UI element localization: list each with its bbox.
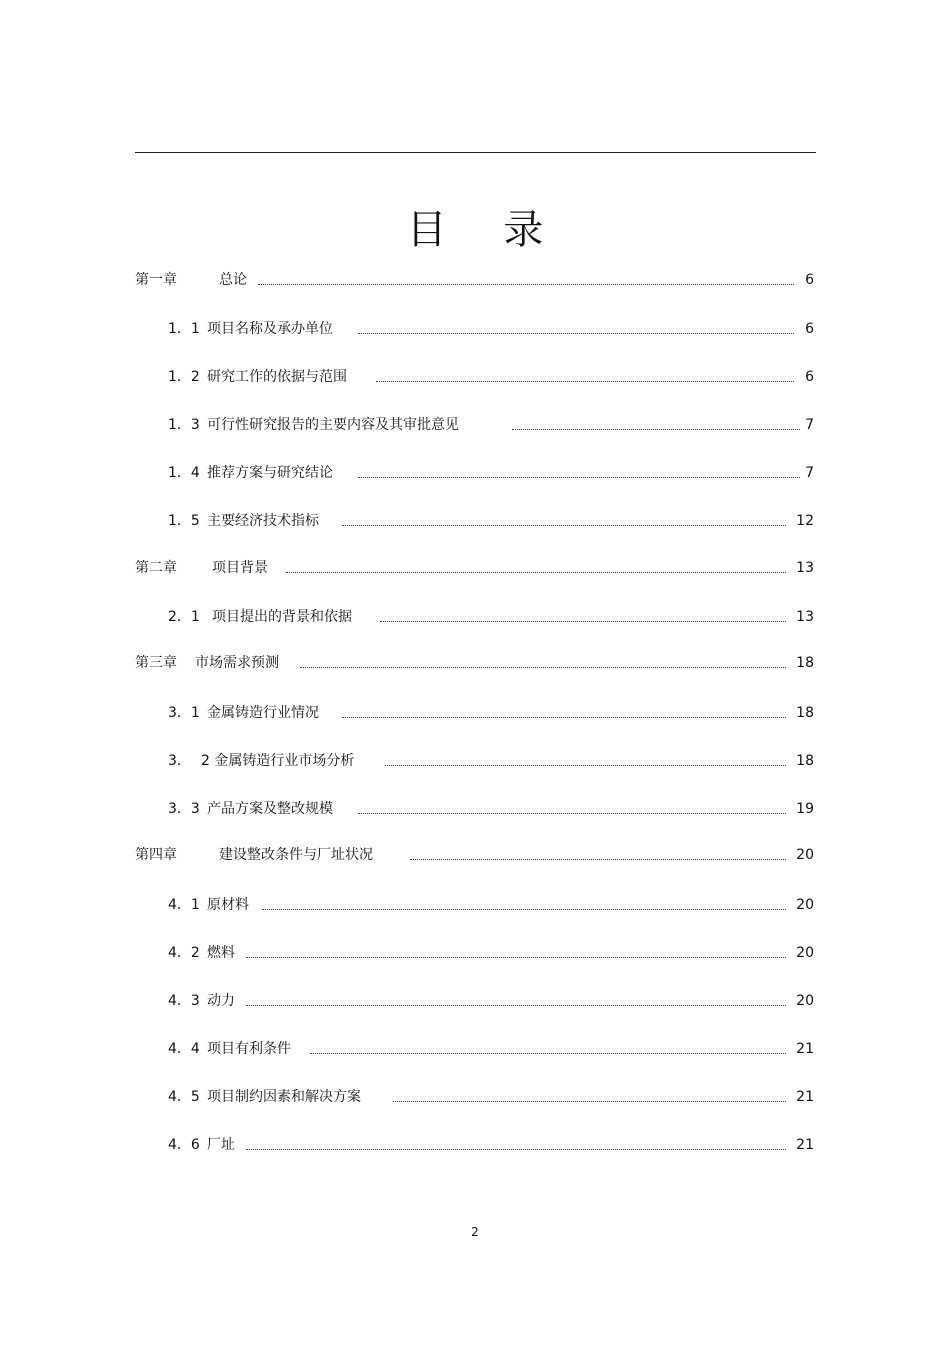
toc-leader-dots	[246, 956, 786, 958]
toc-entry-title: 建设整改条件与厂址状况	[219, 847, 373, 863]
toc-entry-page: 18	[796, 753, 814, 769]
toc-entry-title: 项目制约因素和解决方案	[207, 1089, 361, 1105]
toc-entry-title: 厂址	[207, 1137, 235, 1153]
toc-entry-title: 主要经济技术指标	[207, 513, 319, 529]
toc-entry-number: 第四章	[135, 847, 177, 863]
toc-entry-page: 6	[805, 369, 814, 385]
toc-entry-page: 18	[796, 655, 814, 671]
toc-leader-dots	[262, 908, 786, 910]
toc-entry-number: 3．3	[168, 801, 200, 817]
toc-entry-page: 13	[796, 609, 814, 625]
toc-title: 目 录	[406, 207, 566, 253]
toc-entry-number: 3．	[168, 753, 191, 769]
toc-entry-4-3[interactable]	[0, 989, 950, 1013]
toc-entry-title: 金属铸造行业情况	[207, 705, 319, 721]
toc-entry-page: 6	[805, 272, 814, 288]
toc-entry-number: 3．1	[168, 705, 200, 721]
toc-entry-title: 项目背景	[212, 560, 268, 576]
toc-entry-title: 项目提出的背景和依据	[212, 609, 352, 625]
toc-entry-1-3[interactable]	[0, 413, 950, 437]
toc-entry-title: 动力	[207, 993, 235, 1009]
toc-entry-page: 7	[805, 465, 814, 481]
toc-entry-chapter-2[interactable]	[0, 556, 950, 580]
toc-entry-title: 可行性研究报告的主要内容及其审批意见	[207, 417, 459, 433]
toc-entry-number: 第三章	[135, 655, 177, 671]
toc-entry-title: 燃料	[207, 945, 235, 961]
toc-entry-page: 20	[796, 945, 814, 961]
toc-entry-page: 21	[796, 1041, 814, 1057]
toc-entry-4-2[interactable]	[0, 941, 950, 965]
toc-entry-chapter-4[interactable]	[0, 843, 950, 867]
toc-entry-4-6[interactable]	[0, 1133, 950, 1157]
toc-entry-page: 12	[796, 513, 814, 529]
toc-entry-page: 20	[796, 897, 814, 913]
toc-leader-dots	[342, 524, 786, 526]
toc-leader-dots	[376, 380, 794, 382]
toc-entry-title: 研究工作的依据与范围	[207, 369, 347, 385]
toc-entry-number: 2．1	[168, 609, 200, 625]
toc-entry-4-4[interactable]	[0, 1037, 950, 1061]
toc-entry-number: 1．4	[168, 465, 200, 481]
page-number: 2	[471, 1225, 479, 1239]
toc-entry-number: 4．3	[168, 993, 200, 1009]
toc-leader-dots	[246, 1148, 786, 1150]
toc-entry-title: 原材料	[207, 897, 249, 913]
toc-entry-page: 13	[796, 560, 814, 576]
toc-entry-1-2[interactable]	[0, 365, 950, 389]
toc-entry-2-1[interactable]	[0, 605, 950, 629]
toc-leader-dots	[393, 1100, 786, 1102]
toc-entry-3-3[interactable]	[0, 797, 950, 821]
toc-entry-number: 4．4	[168, 1041, 200, 1057]
toc-entry-title: 项目有利条件	[207, 1041, 291, 1057]
toc-entry-4-1[interactable]	[0, 893, 950, 917]
toc-leader-dots	[385, 764, 786, 766]
toc-entry-title: 项目名称及承办单位	[207, 321, 333, 337]
toc-entry-number: 第二章	[135, 560, 177, 576]
toc-entry-title: 2 金属铸造行业市场分析	[201, 753, 355, 769]
toc-entry-title: 推荐方案与研究结论	[207, 465, 333, 481]
toc-entry-title: 产品方案及整改规模	[207, 801, 333, 817]
toc-entry-page: 19	[796, 801, 814, 817]
toc-entry-page: 20	[796, 847, 814, 863]
toc-entry-3-1[interactable]	[0, 701, 950, 725]
toc-entry-1-5[interactable]	[0, 509, 950, 533]
toc-entry-chapter-1[interactable]	[0, 268, 950, 292]
toc-leader-dots	[310, 1052, 786, 1054]
toc-leader-dots	[358, 332, 794, 334]
toc-entry-number: 1．5	[168, 513, 200, 529]
toc-entry-page: 18	[796, 705, 814, 721]
toc-entry-number: 4．1	[168, 897, 200, 913]
toc-entry-page: 21	[796, 1137, 814, 1153]
toc-leader-dots	[512, 428, 800, 430]
toc-entry-page: 6	[805, 321, 814, 337]
toc-entry-number: 1．2	[168, 369, 200, 385]
toc-entry-number: 4．5	[168, 1089, 200, 1105]
toc-entry-title: 总论	[219, 272, 247, 288]
toc-leader-dots	[300, 666, 786, 668]
toc-entry-number: 第一章	[135, 272, 177, 288]
toc-entry-1-1[interactable]	[0, 317, 950, 341]
header-rule	[135, 152, 816, 153]
toc-leader-dots	[286, 571, 786, 573]
toc-entry-number: 1．3	[168, 417, 200, 433]
toc-entry-number: 4．2	[168, 945, 200, 961]
toc-leader-dots	[246, 1004, 786, 1006]
toc-entry-chapter-3[interactable]	[0, 651, 950, 675]
toc-entry-3-2[interactable]	[0, 749, 950, 773]
toc-entry-page: 7	[805, 417, 814, 433]
toc-leader-dots	[380, 620, 786, 622]
toc-leader-dots	[358, 476, 800, 478]
toc-entry-title: 市场需求预测	[195, 655, 279, 671]
toc-entry-4-5[interactable]	[0, 1085, 950, 1109]
toc-entry-1-4[interactable]	[0, 461, 950, 485]
toc-entry-number: 1．1	[168, 321, 200, 337]
toc-leader-dots	[258, 283, 794, 285]
toc-leader-dots	[358, 812, 786, 814]
toc-entry-page: 20	[796, 993, 814, 1009]
toc-entry-number: 4．6	[168, 1137, 200, 1153]
toc-entry-page: 21	[796, 1089, 814, 1105]
toc-leader-dots	[410, 858, 786, 860]
toc-leader-dots	[342, 716, 786, 718]
